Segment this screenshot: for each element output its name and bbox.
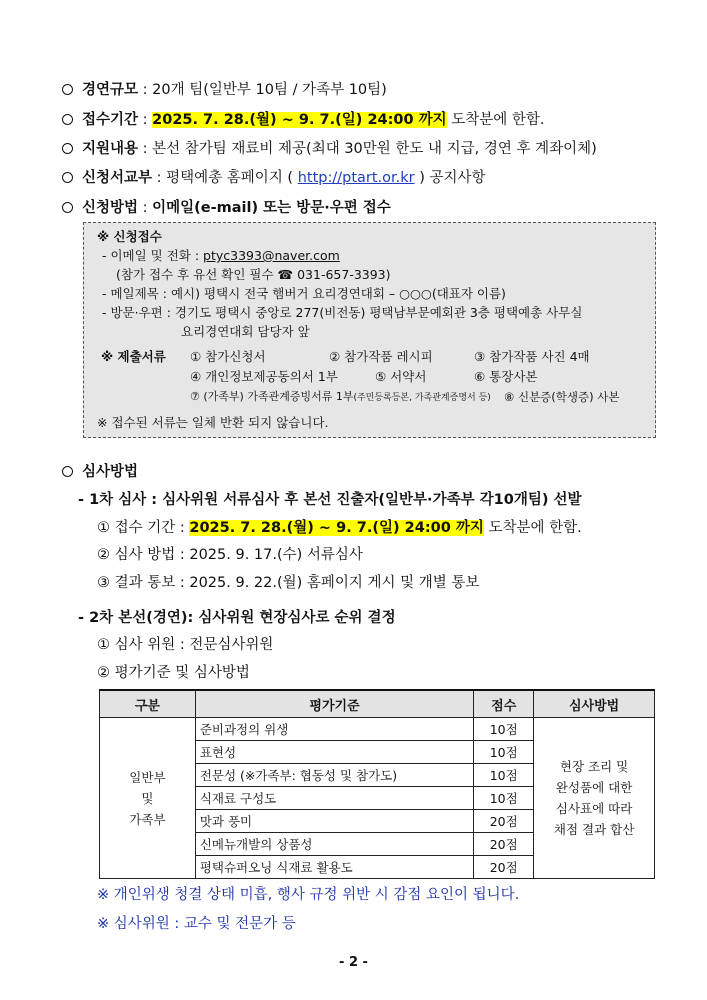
criterion-cell: 신메뉴개발의 상품성 (195, 833, 473, 856)
table-header: 평가기준 (195, 690, 473, 718)
doc-item: ⑥ 통장사본 (474, 369, 538, 384)
doc-item: ⑦ (가족부) 가족관계증빙서류 1부(주민등록등본, 가족관계증명서 등) (190, 390, 491, 403)
box-note: ※ 접수된 서류는 일체 반환 되지 않습니다. (97, 415, 329, 430)
second-review-title: - 2차 본선(경연): 심사위원 현장심사로 순위 결정 (78, 610, 396, 626)
criterion-cell: 평택슈퍼오닝 식재료 활용도 (195, 856, 473, 879)
table-header: 구분 (100, 690, 196, 718)
score-cell: 20점 (474, 810, 534, 833)
score-cell: 20점 (474, 833, 534, 856)
table-header: 심사방법 (534, 690, 655, 718)
doc-item: ① 참가신청서 (190, 349, 266, 364)
score-cell: 10점 (474, 787, 534, 810)
email-line: - 이메일 및 전화 : ptyc3393@naver.com (102, 248, 340, 263)
circle-bullet-icon (62, 114, 73, 125)
table-header: 점수 (474, 690, 534, 718)
circle-bullet-icon (62, 466, 73, 477)
circle-bullet-icon (62, 84, 73, 95)
judges-note: ※ 심사위원 : 교수 및 전문가 등 (97, 916, 296, 932)
evaluation-table (99, 689, 655, 879)
criterion-cell: 식재료 구성도 (195, 787, 473, 810)
email-address[interactable]: ptyc3393@naver.com (203, 248, 340, 263)
score-cell: 20점 (474, 856, 534, 879)
score-cell: 10점 (474, 741, 534, 764)
criterion-cell: 준비과정의 위생 (195, 718, 473, 741)
first-review-item: ② 심사 방법 : 2025. 9. 17.(수) 서류심사 (97, 547, 363, 563)
category-cell: 일반부 및 가족부 (100, 718, 196, 879)
method-cell: 현장 조리 및 완성품에 대한 심사표에 따라 채점 결과 합산 (534, 718, 655, 879)
circle-bullet-icon (62, 202, 73, 213)
second-review-item: ① 심사 위원 : 전문심사위원 (97, 637, 274, 653)
homepage-link[interactable]: http://ptart.or.kr (297, 170, 415, 186)
info-support: 지원내용 : 본선 참가팀 재료비 제공(최대 30만원 한도 내 지급, 경연 후 계좌이체) (62, 139, 597, 159)
doc-item: ④ 개인정보제공동의서 1부 (190, 369, 338, 384)
info-method: 신청방법 : 이메일(e-mail) 또는 방문·우편 접수 (62, 198, 391, 218)
second-review-item: ② 평가기준 및 심사방법 (97, 665, 250, 681)
first-review-title: - 1차 심사 : 심사위원 서류심사 후 본선 진출자(일반부·가족부 각10개팀) 선발 (78, 492, 582, 508)
criterion-cell: 전문성 (※가족부: 협동성 및 참가도) (195, 764, 473, 787)
criterion-cell: 표현성 (195, 741, 473, 764)
doc-item: ② 참가작품 레시피 (329, 349, 433, 364)
doc-item: ⑤ 서약서 (375, 369, 427, 384)
score-cell: 10점 (474, 718, 534, 741)
phone-line: (참가 접수 후 유선 확인 필수 ☎ 031-657-3393) (116, 267, 391, 282)
box-heading: ※ 신청접수 (97, 229, 162, 244)
hygiene-note: ※ 개인위생 청결 상태 미흡, 행사 규정 위반 시 감점 요인이 됩니다. (97, 887, 520, 903)
table-row (100, 718, 655, 741)
info-period: 접수기간 : 2025. 7. 28.(월) ~ 9. 7.(일) 24:00 까지 도착분에 한함. (62, 110, 545, 130)
criterion-cell: 맛과 풍미 (195, 810, 473, 833)
subject-line: - 메일제목 : 예시) 평택시 전국 햄버거 요리경연대회 – ○○○(대표자 이름) (102, 286, 506, 301)
visit-line-1: - 방문·우편 : 경기도 평택시 중앙로 277(비전동) 평택남부문예회관 3층 평택예총 사무실 (102, 305, 583, 320)
table-header-row (100, 690, 655, 718)
doc-item: ③ 참가작품 사진 4매 (474, 349, 590, 364)
score-cell: 10점 (474, 764, 534, 787)
circle-bullet-icon (62, 172, 73, 183)
visit-line-2: 요리경연대회 담당자 앞 (181, 324, 310, 339)
circle-bullet-icon (62, 143, 73, 154)
first-review-item: ③ 결과 통보 : 2025. 9. 22.(월) 홈페이지 게시 및 개별 통보 (97, 575, 480, 591)
first-review-item: ① 접수 기간 : 2025. 7. 28.(월) ~ 9. 7.(일) 24:00 까지 도착분에 한함. (97, 520, 582, 536)
page-number: - 2 - (339, 955, 368, 970)
doc-item: ⑧ 신분증(학생증) 사본 (504, 390, 620, 404)
info-form: 신청서교부 : 평택예총 홈페이지 ( http://ptart.or.kr ) 공지사항 (62, 168, 486, 188)
docs-heading: ※ 제출서류 (101, 349, 166, 364)
review-heading: 심사방법 (62, 462, 138, 482)
info-scale: 경연규모 : 20개 팀(일반부 10팀 / 가족부 10팀) (62, 80, 387, 100)
